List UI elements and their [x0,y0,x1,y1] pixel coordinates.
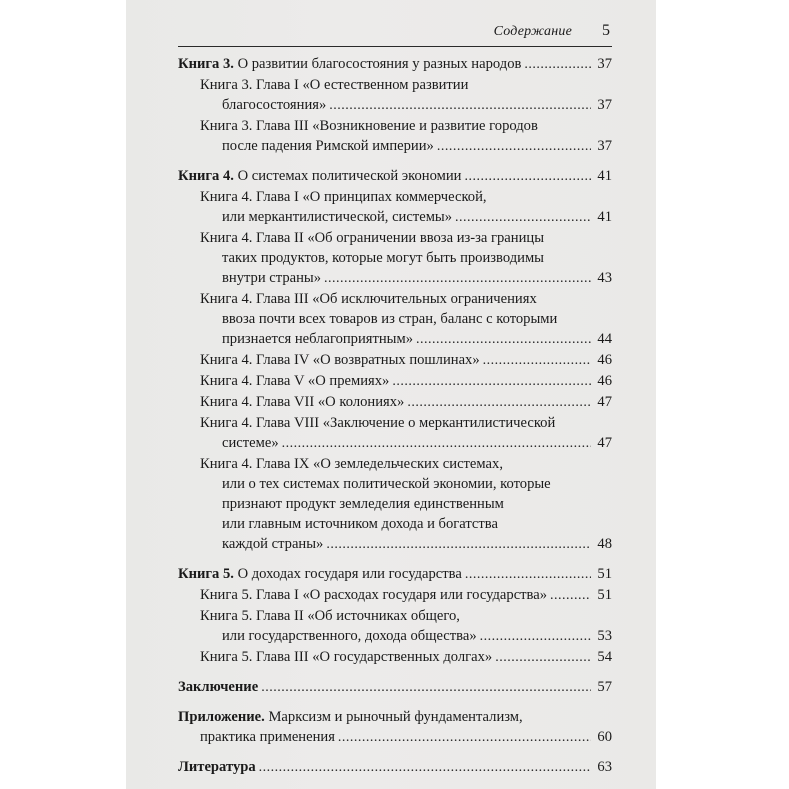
toc-entry-last-line [200,392,612,413]
toc-entry-text: Книга 4. О системах политической экономии [178,168,462,184]
toc-entry-last-line [178,166,612,187]
toc-entry-text: признается неблагоприятным» [222,331,414,347]
toc-page-number: 37 [597,97,612,113]
toc-page-number: 63 [597,759,612,775]
toc-section-entry[interactable] [178,757,612,778]
toc-entry-heading: Книга 3. [178,56,234,72]
toc-entry-line [200,494,612,514]
toc-entry-last-line [200,433,612,454]
toc-entry-heading: Книга 4. [178,168,234,184]
running-header [178,22,612,47]
toc-entry-line [200,309,612,329]
dot-leader [282,434,591,454]
toc-entry-last-line [178,54,612,75]
toc-chapter-entry[interactable] [178,371,612,392]
toc-entry-heading: Книга 5. [178,566,234,582]
toc-entry-line [200,474,612,494]
toc-chapter-entry[interactable] [178,392,612,413]
toc-entry-line [200,228,612,248]
dot-leader [261,678,591,698]
dot-leader [338,728,591,748]
toc-section-entry[interactable] [178,564,612,585]
toc-entry-text: Книга 4. Глава VIII «Заключение о меркантилистической [200,415,556,431]
section-gap [178,698,612,707]
toc-entry-last-line [200,95,612,116]
toc-entry-line [200,248,612,268]
toc-page-number: 47 [597,435,612,451]
toc-entry-text: Книга 5. Глава I «О расходах государя или государства» [200,587,548,603]
dot-leader [524,55,591,75]
toc-entry-line [200,187,612,207]
dot-leader [465,565,591,585]
toc-entry-last-line [178,757,612,778]
toc-page-number: 43 [597,270,612,286]
toc-entry-text: системе» [222,435,279,451]
toc-entry-last-line [200,136,612,157]
dot-leader [480,627,591,647]
toc-entry-text: Книга 4. Глава II «Об ограничении ввоза из-за границы [200,230,545,246]
toc-page-number: 47 [597,394,612,410]
toc-entry-line [200,454,612,474]
page-number: 5 [602,22,610,39]
toc-entry-text [178,757,256,777]
table-of-contents [178,54,612,778]
dot-leader [324,269,591,289]
toc-entry-last-line [200,585,612,606]
toc-entry-heading: Заключение [178,679,259,695]
toc-entry-text: признают продукт земледелия единственным [222,496,504,512]
dot-leader [326,535,591,555]
toc-entry-text [178,677,258,697]
toc-entry-text: благосостояния» [222,97,327,113]
toc-entry-last-line [178,564,612,585]
toc-page-number: 37 [597,56,612,72]
toc-entry-line [178,707,612,727]
toc-page-number: 51 [597,587,612,603]
toc-entry-text: или главным источником дохода и богатства [222,516,498,532]
toc-entry-text: Книга 3. Глава III «Возникновение и развитие городов [200,118,538,134]
toc-entry-line [200,289,612,309]
toc-entry-heading: Приложение. [178,709,265,725]
section-gap [178,748,612,757]
toc-page-number: 46 [597,373,612,389]
dot-leader [329,96,591,116]
toc-entry-last-line [200,207,612,228]
toc-chapter-entry[interactable] [178,228,612,289]
toc-page-number: 57 [597,679,612,695]
dot-leader [550,586,591,606]
toc-entry-line [200,75,612,95]
dot-leader [416,330,591,350]
toc-section-entry[interactable] [178,707,612,748]
toc-entry-last-line [200,268,612,289]
toc-entry-text: каждой страны» [222,536,324,552]
toc-chapter-entry[interactable] [178,75,612,116]
toc-section-entry[interactable] [178,677,612,698]
toc-page-number: 44 [597,331,612,347]
toc-chapter-entry[interactable] [178,454,612,555]
toc-section-entry[interactable] [178,166,612,187]
toc-entry-heading: Литература [178,759,256,775]
toc-chapter-entry[interactable] [178,585,612,606]
toc-entry-text: Книга 4. Глава VII «О колониях» [200,394,405,410]
toc-entry-text: Книга 4. Глава IX «О земледельческих системах, [200,456,503,472]
toc-chapter-entry[interactable] [178,606,612,647]
toc-entry-last-line [200,647,612,668]
toc-entry-line [200,606,612,626]
toc-entry-text: Книга 4. Глава I «О принципах коммерческой, [200,189,487,205]
toc-page-number: 46 [597,352,612,368]
toc-entry-last-line [200,626,612,647]
toc-entry-text: Книга 5. Глава III «О государственных долгах» [200,649,493,665]
dot-leader [392,372,591,392]
toc-page-number: 51 [597,566,612,582]
toc-entry-text: Приложение. Марксизм и рыночный фундаментализм, [178,709,523,725]
toc-entry-line [200,116,612,136]
toc-entry-text: или государственного, дохода общества» [222,628,477,644]
toc-page-number: 48 [597,536,612,552]
toc-chapter-entry[interactable] [178,413,612,454]
dot-leader [465,167,592,187]
toc-entry-text: после падения Римской империи» [222,138,434,154]
toc-entry-text: таких продуктов, которые могут быть производимы [222,250,544,266]
section-gap [178,157,612,166]
section-gap [178,668,612,677]
toc-entry-last-line [178,677,612,698]
toc-entry-last-line [200,534,612,555]
toc-chapter-entry[interactable] [178,350,612,371]
toc-entry-text: Книга 3. О развитии благосостояния у разных народов [178,56,522,72]
toc-page-number: 60 [597,729,612,745]
toc-entry-line [200,413,612,433]
toc-entry-text: Книга 3. Глава I «О естественном развитии [200,77,469,93]
toc-entry-last-line [178,727,612,748]
toc-page-number: 41 [597,209,612,225]
dot-leader [259,758,591,778]
toc-entry-text: или о тех системах политической экономии, которые [222,476,551,492]
toc-chapter-entry[interactable] [178,647,612,668]
toc-chapter-entry[interactable] [178,187,612,228]
toc-entry-text: Книга 5. Глава II «Об источниках общего, [200,608,460,624]
dot-leader [407,393,591,413]
toc-entry-last-line [200,350,612,371]
toc-entry-last-line [200,329,612,350]
toc-entry-text: ввоза почти всех товаров из стран, баланс с которыми [222,311,558,327]
toc-section-entry[interactable] [178,54,612,75]
dot-leader [495,648,591,668]
toc-entry-text: Книга 5. О доходах государя или государства [178,566,462,582]
toc-entry-text: Книга 4. Глава IV «О возвратных пошлинах» [200,352,480,368]
toc-entry-text: Книга 4. Глава V «О премиях» [200,373,390,389]
toc-page-number: 37 [597,138,612,154]
toc-entry-text: практика применения [200,729,335,745]
dot-leader [437,137,591,157]
toc-page-number: 54 [597,649,612,665]
toc-chapter-entry[interactable] [178,289,612,350]
toc-entry-last-line [200,371,612,392]
section-gap [178,555,612,564]
dot-leader [455,208,591,228]
toc-entry-line [200,514,612,534]
toc-entry-text: Книга 4. Глава III «Об исключительных ограничениях [200,291,537,307]
toc-entry-text: внутри страны» [222,270,322,286]
toc-entry-text: или меркантилистической, системы» [222,209,453,225]
header-title: Содержание [493,24,572,39]
toc-chapter-entry[interactable] [178,116,612,157]
toc-page-number: 53 [597,628,612,644]
toc-page-number: 41 [597,168,612,184]
dot-leader [483,351,591,371]
